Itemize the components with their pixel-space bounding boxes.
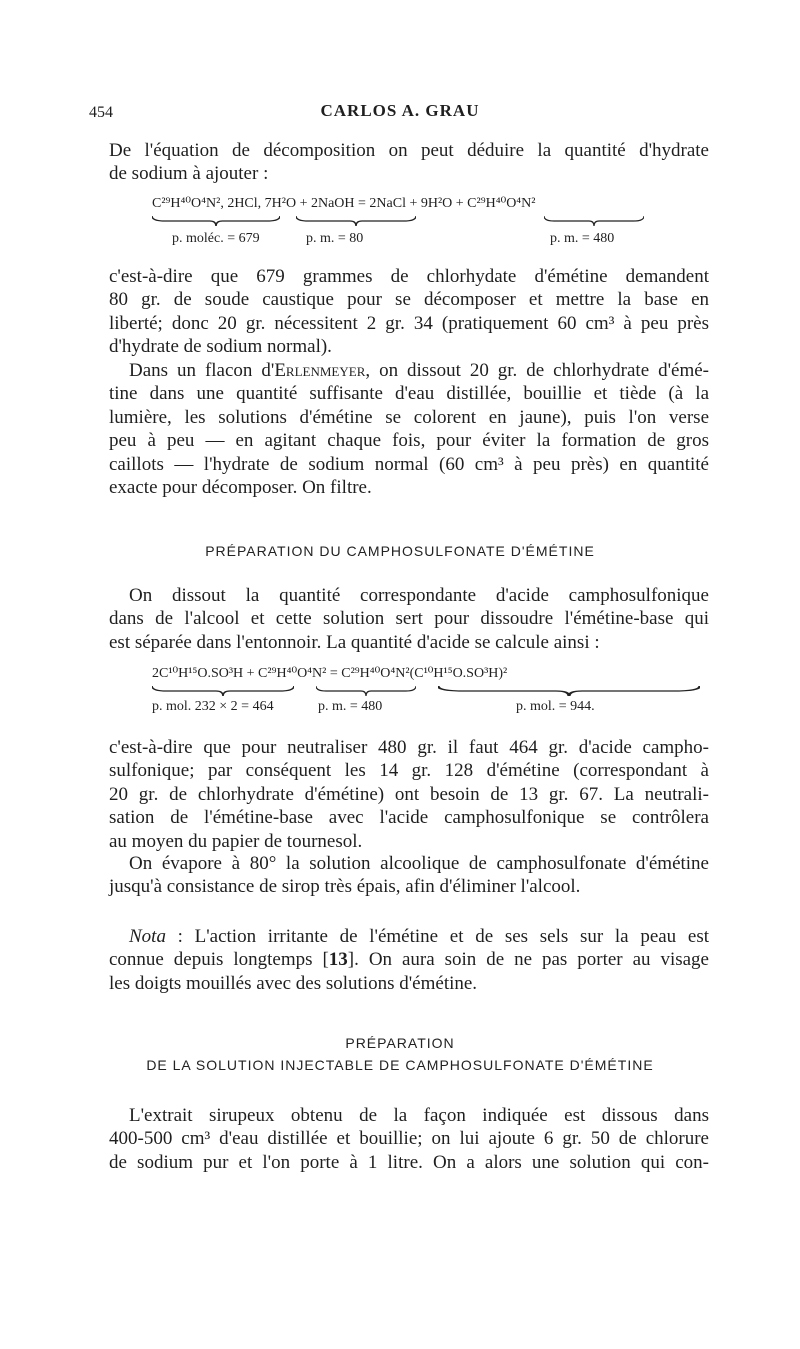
underbrace — [152, 686, 294, 696]
explanation-paragraph — [109, 265, 709, 359]
running-title: CARLOS A. GRAU — [320, 101, 480, 120]
underbrace — [438, 686, 700, 696]
text-line: On évapore à 80° la solution alcoolique de camphosulfonate d'émétine — [129, 853, 709, 874]
nota-label: Nota — [129, 926, 166, 947]
evaporation-paragraph — [109, 852, 709, 899]
text-line: d'hydrate de sodium normal). — [109, 336, 332, 358]
text-line: 80 gr. de soude caustique pour se décomposer et mettre la base en — [109, 289, 709, 311]
text-line: De l'équation de décomposition on peut déduire la quantité d'hydrate — [109, 140, 709, 161]
underbrace — [316, 686, 416, 696]
section-heading: PRÉPARATION DU CAMPHOSULFONATE D'ÉMÉTINE — [205, 543, 595, 559]
molecular-weight-label: p. mol. = 944. — [516, 699, 595, 714]
page-number: 454 — [89, 104, 113, 121]
text-line: c'est-à-dire que 679 grammes de chlorhydate d'émétine demandent — [109, 266, 709, 287]
method-paragraph — [109, 584, 709, 654]
reference-number: 13 — [328, 949, 348, 971]
text-line: L'extrait sirupeux obtenu de la façon indiquée est dissous dans — [129, 1105, 709, 1126]
intro-paragraph — [109, 139, 709, 186]
text-line: On dissout la quantité correspondante d'acide camphosulfonique — [129, 585, 709, 606]
text-line: 20 gr. de chlorhydrate d'émétine) ont besoin de 13 gr. 67. La neutrali- — [109, 783, 709, 805]
text-line: 400-500 cm³ d'eau distillée et bouillie; on lui ajoute 6 gr. 50 de chlorure — [109, 1128, 709, 1150]
text-line: jusqu'à consistance de sirop très épais, afin d'éliminer l'alcool. — [109, 876, 581, 898]
text-line: caillots — l'hydrate de sodium normal (60 cm³ à peu près) en quantité — [109, 453, 709, 475]
text-line: tine dans une quantité suffisante d'eau distillée, bouillie et tiède (à la — [109, 383, 709, 405]
text-line: de sodium à ajouter : — [109, 163, 269, 185]
nota-paragraph — [109, 925, 709, 995]
text-line: Dans un flacon d'Erlenmeyer, on dissout 20 gr. de chlorhydrate d'émé- — [129, 360, 709, 381]
text-line: liberté; donc 20 gr. nécessitent 2 gr. 34 (pratiquement 60 cm³ à peu près — [109, 312, 709, 334]
text-line: de sodium pur et l'on porte à 1 litre. On a alors une solution qui con- — [109, 1151, 709, 1173]
underbrace — [152, 216, 280, 226]
section-heading: PRÉPARATION — [345, 1035, 455, 1051]
text-line: Nota : L'action irritante de l'émétine et de ses sels sur la peau est — [129, 926, 709, 947]
molecular-weight-label: p. mol. 232 × 2 = 464 — [152, 699, 274, 714]
text-line: au moyen du papier de tournesol. — [109, 830, 363, 852]
molecular-weight-label: p. m. = 480 — [550, 231, 615, 246]
molecular-weight-label: p. m. = 80 — [306, 231, 364, 246]
text-line: sation de l'émétine-base avec l'acide camphosulfonique se contrôlera — [109, 807, 709, 829]
author-name: Erlenmeyer — [274, 360, 366, 381]
text-line: c'est-à-dire que pour neutraliser 480 gr. il faut 464 gr. d'acide campho- — [109, 737, 709, 758]
solution-paragraph — [109, 1104, 709, 1174]
text-line: dans de l'alcool et cette solution sert pour dissoudre l'émétine-base qui — [109, 608, 709, 630]
decomposition-equation: C²⁹H⁴⁰O⁴N², 2HCl, 7H²O + 2NaOH = 2NaCl + 9H²O + C²⁹H⁴⁰O⁴N² — [152, 196, 536, 211]
procedure-paragraph — [109, 359, 709, 499]
text-line: lumière, les solutions d'émétine se colorent en jaune), puis l'on verse — [109, 406, 709, 428]
text-line: est séparée dans l'entonnoir. La quantité d'acide se calcule ainsi : — [109, 631, 600, 653]
underbrace — [544, 216, 644, 226]
text-line: sulfonique; par conséquent les 14 gr. 128 d'émétine (correspondant à — [109, 760, 709, 782]
molecular-weight-label: p. m. = 480 — [318, 699, 383, 714]
text-line: les doigts mouillés avec des solutions d'émétine. — [109, 972, 478, 994]
calculation-paragraph — [109, 736, 709, 853]
molecular-weight-label: p. moléc. = 679 — [172, 231, 260, 246]
neutralization-equation: 2C¹⁰H¹⁵O.SO³H + C²⁹H⁴⁰O⁴N² = C²⁹H⁴⁰O⁴N²(C¹⁰H¹⁵O.SO³H)² — [152, 666, 508, 681]
text-line: connue depuis longtemps [13]. On aura soin de ne pas porter au visage — [109, 949, 709, 971]
text-line: exacte pour décomposer. On filtre. — [109, 477, 372, 499]
underbrace — [296, 216, 416, 226]
section-heading: DE LA SOLUTION INJECTABLE DE CAMPHOSULFONATE D'ÉMÉTINE — [146, 1057, 654, 1073]
text-line: peu à peu — en agitant chaque fois, pour éviter la formation de gros — [109, 430, 709, 452]
